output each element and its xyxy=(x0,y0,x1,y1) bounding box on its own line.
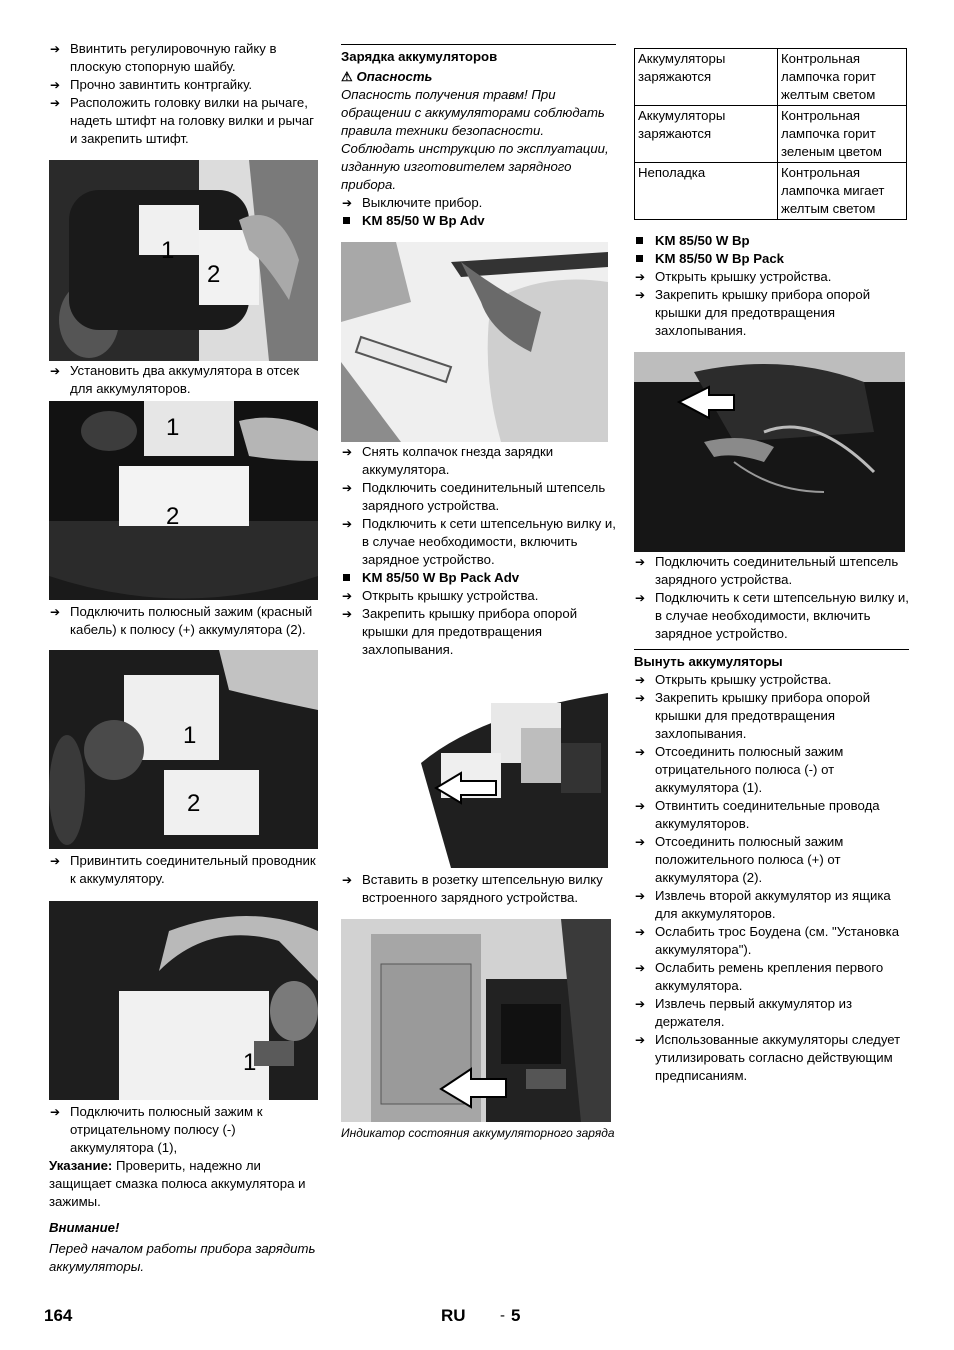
page-separator: - xyxy=(500,1307,505,1324)
step: ➔ Подключить к сети штепсельную вилку и, в случае необходимости, включить зарядное устройство. xyxy=(634,589,909,643)
table-cell: Аккумуляторы заряжаются xyxy=(635,106,778,163)
step: ➔ Отсоединить полюсный зажим положительного полюса (+) от аккумулятора (2). xyxy=(634,833,909,887)
caution-title: Внимание! xyxy=(49,1220,120,1235)
label-2: 2 xyxy=(187,790,201,817)
label-1: 1 xyxy=(166,414,180,441)
column-left xyxy=(49,40,319,1276)
label-2: 2 xyxy=(207,261,221,288)
label-1: 1 xyxy=(161,237,175,264)
photo-charging-socket xyxy=(341,242,608,442)
step: ➔ Закрепить крышку прибора опорой крышки для предотвращения захлопывания. xyxy=(341,605,616,659)
table-cell: Аккумуляторы заряжаются xyxy=(635,49,778,106)
step: ➔ Извлечь первый аккумулятор из держателя. xyxy=(634,995,909,1031)
photo-graphic xyxy=(421,673,608,868)
danger-title: Опасность xyxy=(356,69,433,84)
photo-battery-install xyxy=(49,160,318,361)
photo-graphic xyxy=(341,919,611,1122)
model-item: KM 85/50 W Bp Pack xyxy=(634,250,909,268)
warning-triangle-icon: ⚠ xyxy=(341,69,353,84)
table-cell: Контрольная лампочка мигает желтым светом xyxy=(778,163,907,220)
label-1: 1 xyxy=(243,1049,257,1076)
section-heading-remove: Вынуть аккумуляторы xyxy=(634,649,909,671)
step: ➔ Выключите прибор. xyxy=(341,194,616,212)
section-heading-charging: Зарядка аккумуляторов xyxy=(341,44,616,66)
step: ➔ Открыть крышку устройства. xyxy=(634,268,909,286)
column-middle xyxy=(341,40,616,1141)
caution-text: Перед началом работы прибора зарядить аккумуляторы. xyxy=(49,1241,316,1274)
table-row xyxy=(635,106,907,163)
danger-title-row xyxy=(341,68,616,86)
photo-batteries-in-compartment xyxy=(49,401,318,600)
note-text: Проверить, надежно ли защищает смазка полюса аккумулятора и зажимы. xyxy=(49,1158,306,1209)
step: ➔ Отвинтить соединительные провода аккумуляторов. xyxy=(634,797,909,833)
note xyxy=(49,1157,319,1211)
step: ➔ Открыть крышку устройства. xyxy=(634,671,909,689)
photo-charging-connector xyxy=(634,352,905,552)
language-code: RU xyxy=(441,1306,466,1325)
table-cell: Контрольная лампочка горит желтым светом xyxy=(778,49,907,106)
photo-caption: Индикатор состояния аккумуляторного заряда xyxy=(341,1126,615,1140)
table-row xyxy=(635,163,907,220)
step: ➔ Подключить к сети штепсельную вилку и, в случае необходимости, включить зарядное устройство. xyxy=(341,515,616,569)
step: ➔ Вставить в розетку штепсельную вилку встроенного зарядного устройства. xyxy=(341,871,616,907)
step: ➔ Ввинтить регулировочную гайку в плоскую стопорную шайбу. xyxy=(49,40,319,76)
step: ➔ Подключить соединительный штепсель зарядного устройства. xyxy=(634,553,909,589)
note-label: Указание: xyxy=(49,1158,113,1173)
step: ➔ Отсоединить полюсный зажим отрицательного полюса (-) от аккумулятора (1). xyxy=(634,743,909,797)
step: ➔ Открыть крышку устройства. xyxy=(341,587,616,605)
step: ➔ Закрепить крышку прибора опорой крышки для предотвращения захлопывания. xyxy=(634,286,909,340)
model-item: KM 85/50 W Bp Pack Adv xyxy=(341,569,616,587)
photo-built-in-charger xyxy=(421,673,608,868)
table-row xyxy=(635,49,907,106)
step: ➔ Подключить полюсный зажим (красный кабель) к полюсу (+) аккумулятора (2). xyxy=(49,603,319,639)
label-2: 2 xyxy=(166,503,180,530)
photo-graphic xyxy=(49,160,318,361)
step: ➔ Ослабить трос Боудена (см. "Установка аккумулятора"). xyxy=(634,923,909,959)
step: ➔ Подключить соединительный штепсель зарядного устройства. xyxy=(341,479,616,515)
step: ➔ Использованные аккумуляторы следует утилизировать согласно действующим предписаниям. xyxy=(634,1031,909,1085)
photo-connect-conductor xyxy=(49,650,318,849)
photo-graphic xyxy=(49,901,318,1100)
step: ➔ Ослабить ремень крепления первого аккумулятора. xyxy=(634,959,909,995)
column-right xyxy=(634,40,909,1085)
photo-graphic xyxy=(634,352,905,552)
model-item: KM 85/50 W Bp Adv xyxy=(341,212,616,230)
step: ➔ Снять колпачок гнезда зарядки аккумулятора. xyxy=(341,443,616,479)
model-item: KM 85/50 W Bp xyxy=(634,232,909,250)
step: ➔ Установить два аккумулятора в отсек для аккумуляторов. xyxy=(49,362,319,398)
photo-charge-indicator xyxy=(341,919,611,1122)
danger-text: Опасность получения травм! При обращении с аккумуляторами соблюдать правила техники безопасности. Соблюдать инструкцию по эксплуатации, изданную изготовителем зарядного прибора. xyxy=(341,87,609,192)
label-1: 1 xyxy=(183,722,197,749)
charge-status-table xyxy=(634,48,907,220)
photo-graphic xyxy=(49,650,318,849)
step: ➔ Привинтить соединительный проводник к аккумулятору. xyxy=(49,852,319,888)
section-page-number: 5 xyxy=(511,1306,521,1325)
page-number: 164 xyxy=(44,1306,73,1325)
photo-graphic xyxy=(341,242,608,442)
photo-graphic xyxy=(49,401,318,600)
step: ➔ Прочно завинтить контргайку. xyxy=(49,76,319,94)
step: ➔ Извлечь второй аккумулятор из ящика для аккумуляторов. xyxy=(634,887,909,923)
step: ➔ Закрепить крышку прибора опорой крышки для предотвращения захлопывания. xyxy=(634,689,909,743)
table-cell: Неполадка xyxy=(635,163,778,220)
step: ➔ Подключить полюсный зажим к отрицательному полюсу (-) аккумулятора (1), xyxy=(49,1103,319,1157)
table-cell: Контрольная лампочка горит зеленым цветом xyxy=(778,106,907,163)
step: ➔ Расположить головку вилки на рычаге, надеть штифт на головку вилки и рычаг и закрепить штифт. xyxy=(49,94,319,148)
photo-negative-terminal xyxy=(49,901,318,1100)
